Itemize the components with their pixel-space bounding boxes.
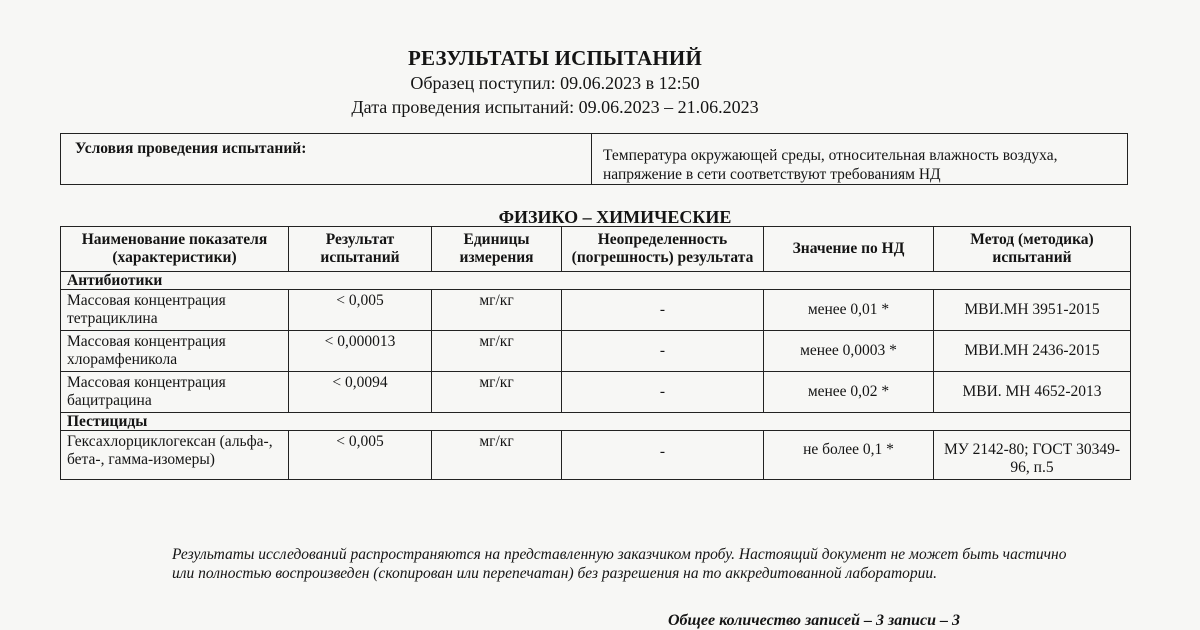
cell-unit: мг/кг xyxy=(432,331,562,372)
records-count: Общее количество записей – 3 записи – 3 xyxy=(668,612,961,629)
document-title: РЕЗУЛЬТАТЫ ИСПЫТАНИЙ xyxy=(408,46,702,70)
cell-uncertainty: - xyxy=(562,431,764,480)
table-row xyxy=(61,431,1131,480)
category-label: Пестициды xyxy=(61,413,1131,431)
col-header-result: Результат испытаний xyxy=(289,227,432,272)
category-row xyxy=(61,413,1131,431)
cell-method: МВИ. МН 4652-2013 xyxy=(934,372,1131,413)
cell-method: МВИ.МН 3951-2015 xyxy=(934,290,1131,331)
col-header-name: Наименование показателя (характеристики) xyxy=(61,227,289,272)
col-header-uncertainty: Неопределенность (погрешность) результата xyxy=(562,227,764,272)
cell-uncertainty: - xyxy=(562,331,764,372)
col-header-method: Метод (методика) испытаний xyxy=(934,227,1131,272)
col-header-unit: Единицы измерения xyxy=(432,227,562,272)
cell-method: МУ 2142-80; ГОСТ 30349-96, п.5 xyxy=(934,431,1131,480)
conditions-label: Условия проведения испытаний: xyxy=(75,140,307,157)
cell-result: < 0,005 xyxy=(289,431,432,480)
category-label: Антибиотики xyxy=(61,272,1131,290)
disclaimer-note: Результаты исследований распространяются на представленную заказчиком пробу. Настоящий документ не может быть частично или полностью воспроизведен (скопирован или перепечатан) без разрешения на то аккредитованной лаборатории. xyxy=(172,546,1067,582)
cell-method: МВИ.МН 2436-2015 xyxy=(934,331,1131,372)
table-row xyxy=(61,372,1131,413)
results-table xyxy=(60,226,1131,480)
cell-result: < 0,0094 xyxy=(289,372,432,413)
sample-received: Образец поступил: 09.06.2023 в 12:50 xyxy=(410,73,700,93)
cell-unit: мг/кг xyxy=(432,372,562,413)
cell-uncertainty: - xyxy=(562,372,764,413)
cell-result: < 0,005 xyxy=(289,290,432,331)
section-title: ФИЗИКО – ХИМИЧЕСКИЕ xyxy=(498,207,732,227)
cell-uncertainty: - xyxy=(562,290,764,331)
cell-name: Массовая концентрация бацитрацина xyxy=(61,372,289,413)
cell-unit: мг/кг xyxy=(432,431,562,480)
cell-norm: менее 0,01 * xyxy=(764,290,934,331)
cell-unit: мг/кг xyxy=(432,290,562,331)
cell-result: < 0,000013 xyxy=(289,331,432,372)
cell-norm: менее 0,0003 * xyxy=(764,331,934,372)
cell-norm: менее 0,02 * xyxy=(764,372,934,413)
conditions-divider xyxy=(591,134,592,184)
cell-norm: не более 0,1 * xyxy=(764,431,934,480)
category-row xyxy=(61,272,1131,290)
col-header-norm: Значение по НД xyxy=(764,227,934,272)
conditions-box xyxy=(60,133,1128,185)
cell-name: Массовая концентрация тетрациклина xyxy=(61,290,289,331)
cell-name: Массовая концентрация хлорамфеникола xyxy=(61,331,289,372)
table-row xyxy=(61,331,1131,372)
cell-name: Гексахлорциклогексан (альфа-, бета-, гамма-изомеры) xyxy=(61,431,289,480)
conditions-value: Температура окружающей среды, относительная влажность воздуха, напряжение в сети соответствуют требованиям НД xyxy=(603,147,1058,183)
table-row xyxy=(61,290,1131,331)
table-header-row xyxy=(61,227,1131,272)
test-dates: Дата проведения испытаний: 09.06.2023 – 21.06.2023 xyxy=(351,97,759,117)
